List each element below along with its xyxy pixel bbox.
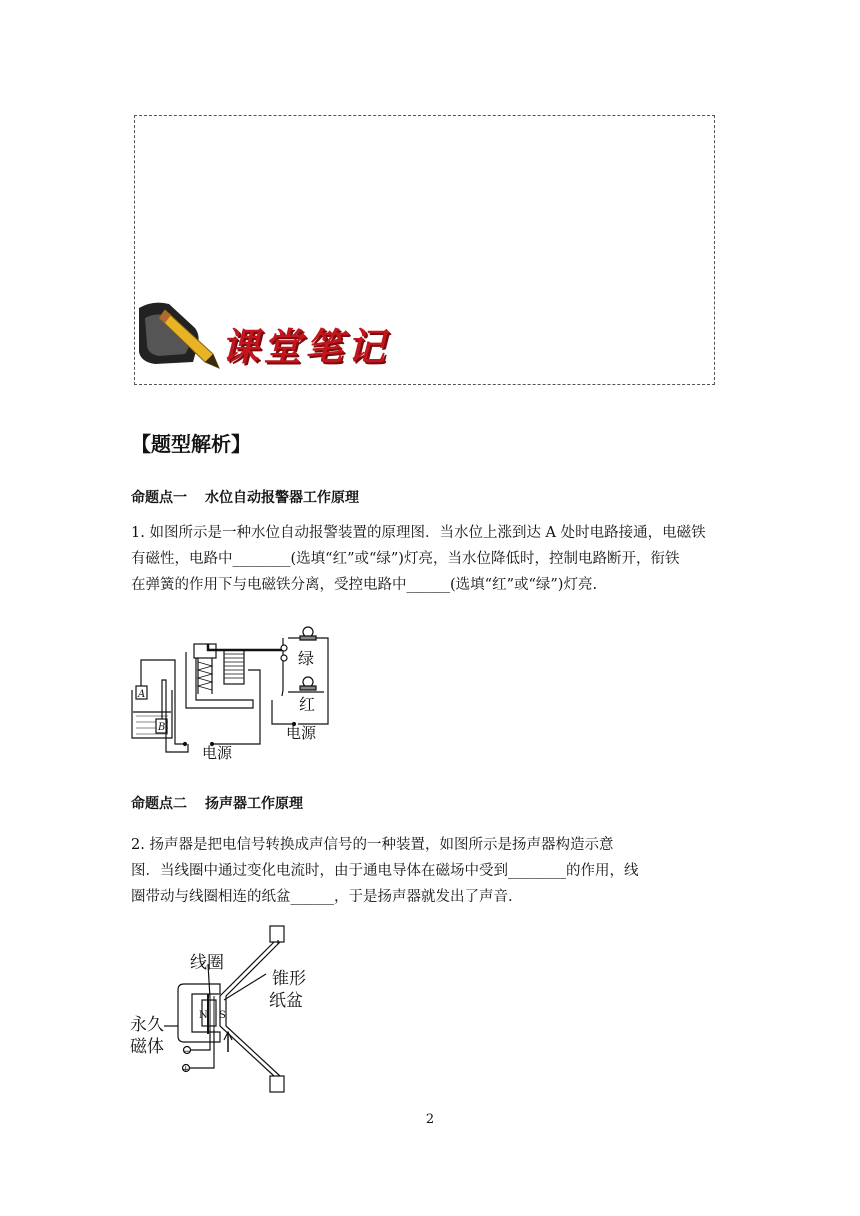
label-cone-1: 锥形 bbox=[272, 969, 306, 989]
notes-title: 课堂笔记 bbox=[221, 324, 390, 369]
label-power-right: 电源 bbox=[286, 724, 317, 742]
label-power-left: 电源 bbox=[202, 744, 233, 762]
question-2-line: 图．当线圈中通过变化电流时，由于通电导体在磁场中受到________的作用，线 bbox=[131, 863, 639, 879]
question-2-line: 圈带动与线圈相连的纸盆______，于是扬声器就发出了声音. bbox=[131, 889, 513, 905]
topic-1-title: 水位自动报警器工作原理 bbox=[205, 490, 359, 506]
label-green: 绿 bbox=[298, 649, 315, 668]
topic-2-title: 扬声器工作原理 bbox=[205, 796, 303, 812]
water-level-alarm-diagram bbox=[128, 620, 343, 768]
topic-1-heading bbox=[131, 487, 359, 507]
label-magnet-1: 永久 bbox=[130, 1015, 164, 1035]
question-1-line: 在弹簧的作用下与电磁铁分离，受控电路中______(选填“红”或“绿”)灯亮. bbox=[131, 577, 598, 593]
question-2 bbox=[131, 832, 731, 910]
loudspeaker-diagram bbox=[128, 922, 328, 1100]
pole-n: N bbox=[199, 1010, 208, 1021]
label-coil: 线圈 bbox=[190, 953, 224, 973]
label-b: B bbox=[158, 722, 166, 733]
section-heading: 【题型解析】 bbox=[131, 432, 251, 456]
label-a: A bbox=[138, 689, 146, 700]
classroom-notes-box bbox=[134, 115, 715, 385]
sign-plus: + bbox=[182, 1065, 190, 1075]
topic-2-label: 命题点二 bbox=[131, 796, 187, 812]
notes-banner bbox=[135, 298, 425, 378]
label-red: 红 bbox=[299, 695, 316, 714]
pencil-hand-icon bbox=[135, 298, 225, 378]
label-magnet-2: 磁体 bbox=[130, 1037, 164, 1057]
question-1 bbox=[131, 520, 731, 598]
sign-minus: − bbox=[183, 1047, 191, 1057]
topic-1-label: 命题点一 bbox=[131, 490, 187, 506]
page-number: 2 bbox=[425, 1112, 435, 1127]
question-2-line: 2. 扬声器是把电信号转换成声信号的一种装置，如图所示是扬声器构造示意 bbox=[131, 837, 614, 853]
pole-s: S bbox=[219, 1010, 226, 1021]
question-1-line: 1. 如图所示是一种水位自动报警装置的原理图．当水位上涨到达 A 处时电路接通，电磁铁 bbox=[131, 525, 706, 541]
topic-2-heading bbox=[131, 793, 303, 813]
question-1-line: 有磁性，电路中________(选填“红”或“绿”)灯亮，当水位降低时，控制电路断开，衔铁 bbox=[131, 551, 680, 567]
label-cone-2: 纸盆 bbox=[269, 991, 303, 1011]
